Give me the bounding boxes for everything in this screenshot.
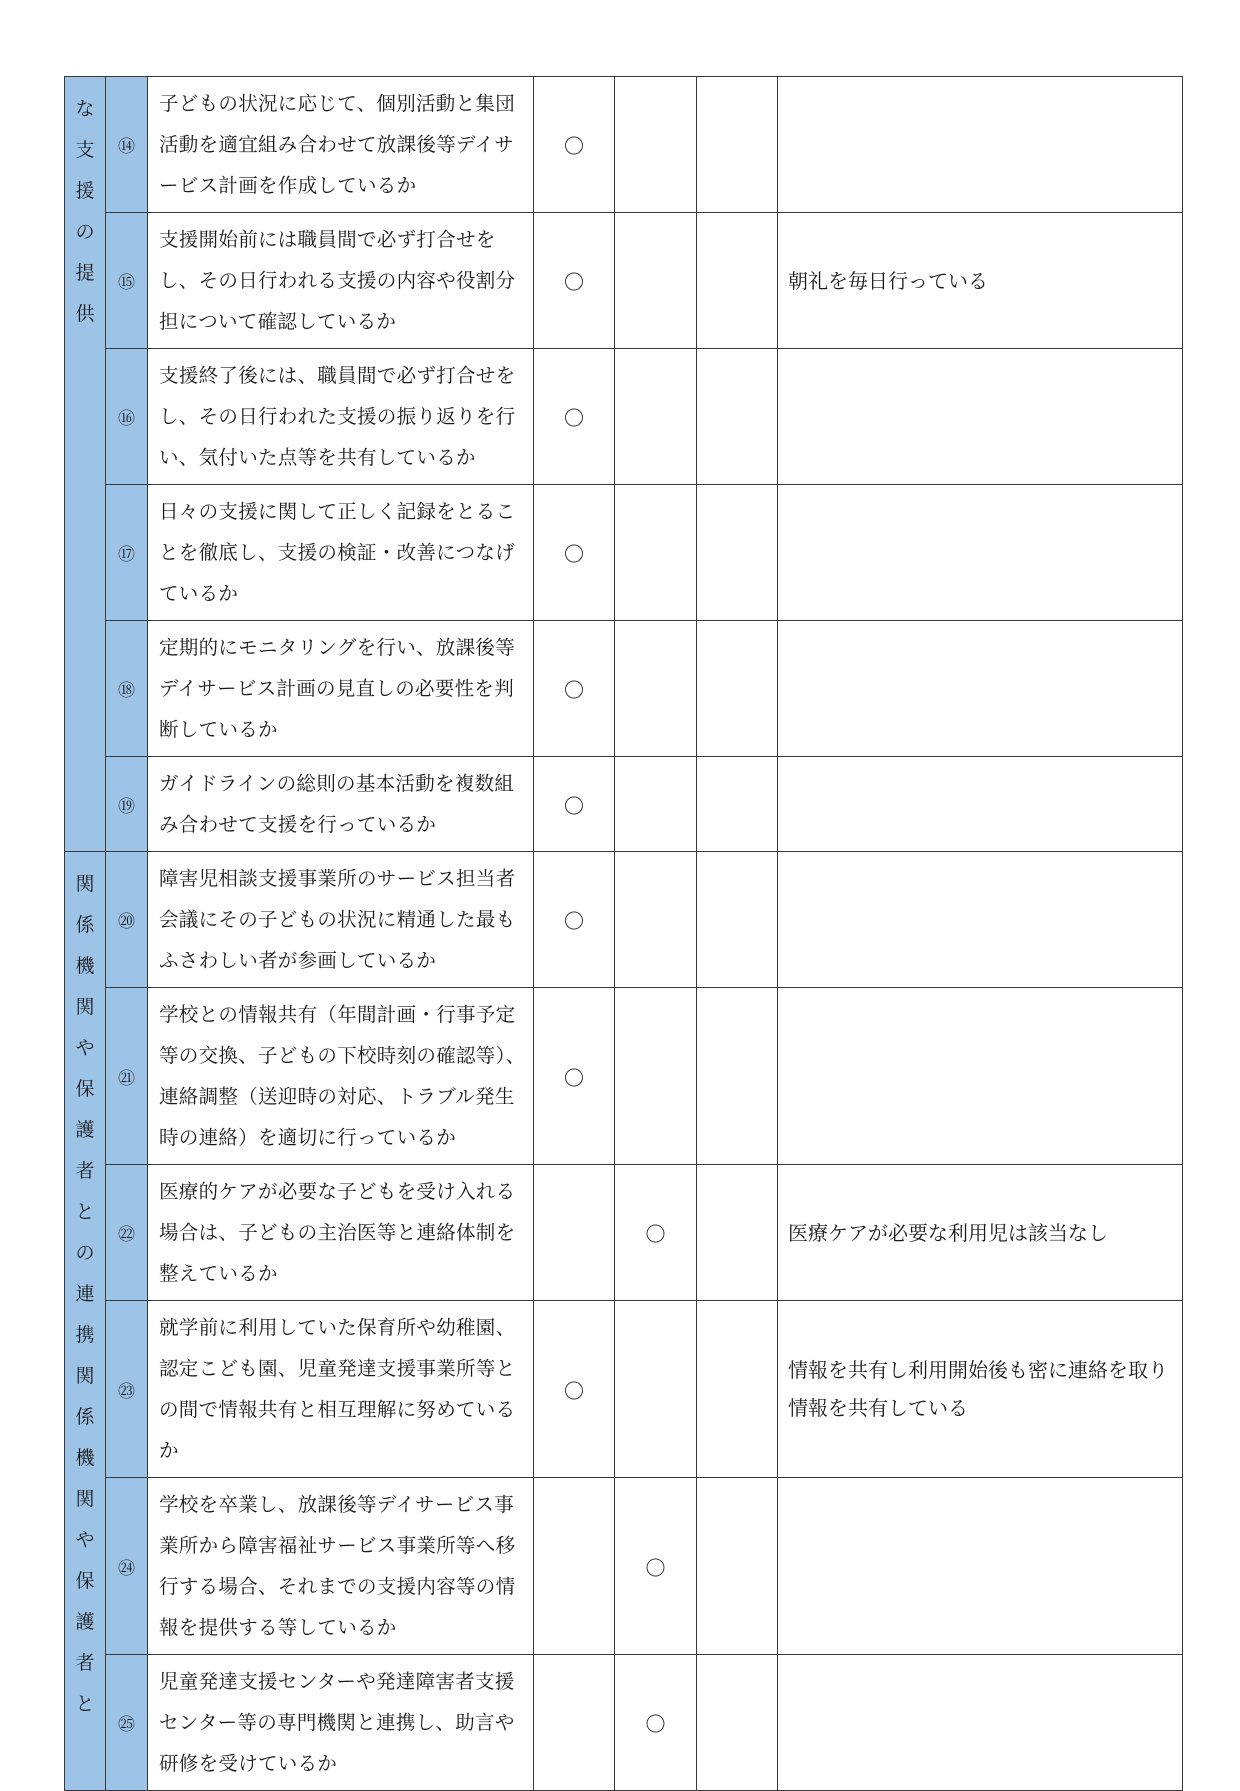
- question-text: 学校との情報共有（年間計画・行事予定等の交換、子どもの下校時刻の確認等）、連絡調整（送迎時の対応、トラブル発生時の連絡）を適切に行っているか: [148, 988, 534, 1165]
- answer-unknown: [697, 77, 778, 213]
- answer-unknown: [697, 852, 778, 988]
- answer-unknown: [697, 1165, 778, 1301]
- question-text: 学校を卒業し、放課後等デイサービス事業所から障害福祉サービス事業所等へ移行する場合、それまでの支援内容等の情報を提供する等しているか: [148, 1478, 534, 1655]
- table-row: [65, 988, 1183, 1165]
- answer-yes: 〇: [534, 485, 615, 621]
- note-text: [778, 757, 1183, 852]
- answer-unknown: [697, 1478, 778, 1655]
- item-number: ⑰: [106, 485, 148, 621]
- answer-unknown: [697, 349, 778, 485]
- note-text: 朝礼を毎日行っている: [778, 213, 1183, 349]
- answer-no: [615, 1301, 697, 1478]
- item-number: ⑲: [106, 757, 148, 852]
- note-text: [778, 1655, 1183, 1791]
- item-number: ㉕: [106, 1655, 148, 1791]
- answer-yes: 〇: [534, 852, 615, 988]
- answer-no: [615, 621, 697, 757]
- answer-yes: [534, 1165, 615, 1301]
- item-number: ⑱: [106, 621, 148, 757]
- answer-no: [615, 349, 697, 485]
- answer-no: [615, 77, 697, 213]
- answer-yes: 〇: [534, 621, 615, 757]
- answer-no: 〇: [615, 1655, 697, 1791]
- answer-unknown: [697, 757, 778, 852]
- table-row: [65, 852, 1183, 988]
- table-row: [65, 757, 1183, 852]
- question-text: 障害児相談支援事業所のサービス担当者会議にその子どもの状況に精通した最もふさわしい者が参画しているか: [148, 852, 534, 988]
- answer-unknown: [697, 1655, 778, 1791]
- item-number: ⑳: [106, 852, 148, 988]
- answer-no: [615, 213, 697, 349]
- item-number: ㉓: [106, 1301, 148, 1478]
- category-label: 関 係 機 関 や 保 護 者 と の 連 携 関 係 機 関 や 保 護 者 と: [75, 873, 95, 1715]
- question-text: 児童発達支援センターや発達障害者支援センター等の専門機関と連携し、助言や研修を受けているか: [148, 1655, 534, 1791]
- question-text: 子どもの状況に応じて、個別活動と集団活動を適宜組み合わせて放課後等デイサービス計画を作成しているか: [148, 77, 534, 213]
- answer-unknown: [697, 1301, 778, 1478]
- answer-no: 〇: [615, 1165, 697, 1301]
- table-row: [65, 1655, 1183, 1791]
- answer-unknown: [697, 485, 778, 621]
- answer-no: [615, 485, 697, 621]
- answer-yes: 〇: [534, 349, 615, 485]
- answer-yes: 〇: [534, 213, 615, 349]
- answer-yes: [534, 1478, 615, 1655]
- question-text: 日々の支援に関して正しく記録をとることを徹底し、支援の検証・改善につなげているか: [148, 485, 534, 621]
- item-number: ⑭: [106, 77, 148, 213]
- item-number: ㉒: [106, 1165, 148, 1301]
- item-number: ㉑: [106, 988, 148, 1165]
- question-text: 支援終了後には、職員間で必ず打合せをし、その日行われた支援の振り返りを行い、気付いた点等を共有しているか: [148, 349, 534, 485]
- evaluation-table: [64, 76, 1183, 1791]
- note-text: [778, 621, 1183, 757]
- note-text: [778, 1478, 1183, 1655]
- question-text: 就学前に利用していた保育所や幼稚園、認定こども園、児童発達支援事業所等との間で情報共有と相互理解に努めているか: [148, 1301, 534, 1478]
- category-cell-support-provision: [65, 77, 106, 852]
- note-text: [778, 77, 1183, 213]
- answer-no: 〇: [615, 1478, 697, 1655]
- item-number: ⑮: [106, 213, 148, 349]
- answer-unknown: [697, 988, 778, 1165]
- table-row: [65, 1165, 1183, 1301]
- table-row: [65, 485, 1183, 621]
- answer-unknown: [697, 213, 778, 349]
- answer-yes: 〇: [534, 757, 615, 852]
- item-number: ㉔: [106, 1478, 148, 1655]
- note-text: [778, 852, 1183, 988]
- note-text: 情報を共有し利用開始後も密に連絡を取り情報を共有している: [778, 1301, 1183, 1478]
- table-row: [65, 77, 1183, 213]
- question-text: ガイドラインの総則の基本活動を複数組み合わせて支援を行っているか: [148, 757, 534, 852]
- answer-no: [615, 988, 697, 1165]
- answer-yes: 〇: [534, 77, 615, 213]
- answer-yes: 〇: [534, 1301, 615, 1478]
- question-text: 定期的にモニタリングを行い、放課後等デイサービス計画の見直しの必要性を判断しているか: [148, 621, 534, 757]
- answer-unknown: [697, 621, 778, 757]
- note-text: [778, 485, 1183, 621]
- note-text: [778, 988, 1183, 1165]
- question-text: 医療的ケアが必要な子どもを受け入れる場合は、子どもの主治医等と連絡体制を整えているか: [148, 1165, 534, 1301]
- answer-no: [615, 757, 697, 852]
- table-row: [65, 349, 1183, 485]
- table-row: [65, 1301, 1183, 1478]
- answer-yes: [534, 1655, 615, 1791]
- item-number: ⑯: [106, 349, 148, 485]
- table-row: [65, 621, 1183, 757]
- category-label: な 支 援 の 提 供: [75, 98, 95, 325]
- answer-no: [615, 852, 697, 988]
- evaluation-table-sheet: [64, 76, 1182, 1775]
- note-text: 医療ケアが必要な利用児は該当なし: [778, 1165, 1183, 1301]
- table-row: [65, 1478, 1183, 1655]
- category-cell-relations: [65, 852, 106, 1791]
- question-text: 支援開始前には職員間で必ず打合せをし、その日行われる支援の内容や役割分担について確認しているか: [148, 213, 534, 349]
- table-row: [65, 213, 1183, 349]
- answer-yes: 〇: [534, 988, 615, 1165]
- note-text: [778, 349, 1183, 485]
